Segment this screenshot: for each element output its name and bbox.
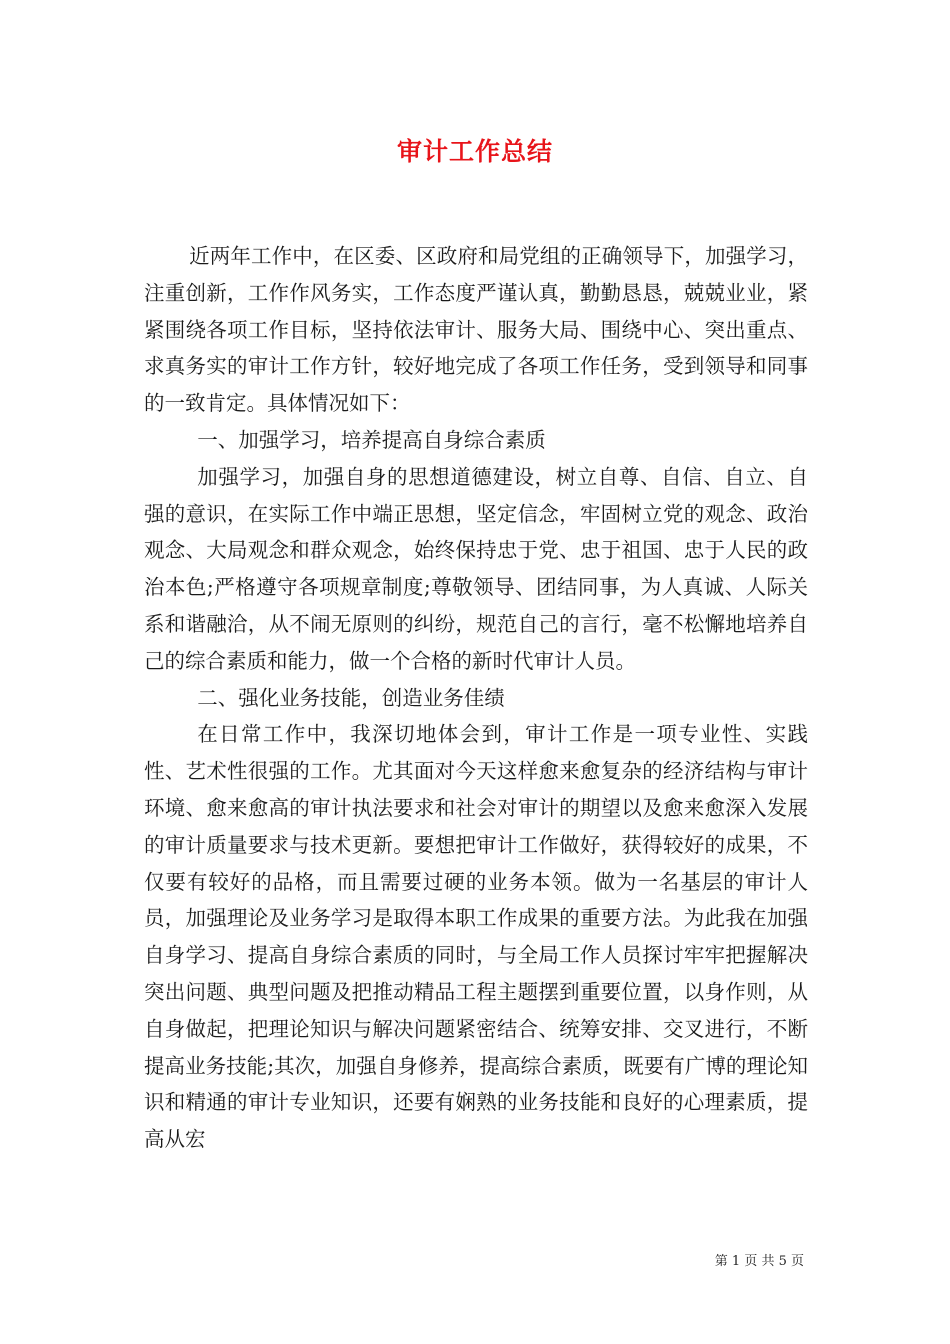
paragraph-intro: 近两年工作中，在区委、区政府和局党组的正确领导下，加强学习，注重创新，工作作风务实，工作态度严谨认真，勤勤恳恳，兢兢业业，紧紧围绕各项工作目标，坚持依法审计、服务大局、围绕中心、突出重点、求真务实的审计工作方针，较好地完成了各项工作任务，受到领导和同事的一致肯定。具体情况如下：	[144, 244, 808, 416]
paragraph-section-1: 加强学习，加强自身的思想道德建设，树立自尊、自信、自立、自强的意识，在实际工作中端正思想，坚定信念，牢固树立党的观念、政治观念、大局观念和群众观念，始终保持忠于党、忠于祖国、忠于人民的政治本色;严格遵守各项规章制度;尊敬领导、团结同事，为人真诚、人际关系和谐融洽，从不闹无原则的纠纷，规范自己的言行，毫不松懈地培养自己的综合素质和能力，做一个合格的新时代审计人员。	[144, 464, 808, 673]
page-footer: 第 1 页 共 5 页	[714, 1254, 804, 1269]
document-body	[144, 238, 808, 1158]
section-heading-1: 一、加强学习，培养提高自身综合素质	[197, 427, 546, 452]
paragraph-section-2: 在日常工作中，我深切地体会到，审计工作是一项专业性、实践性、艺术性很强的工作。尤其面对今天这样愈来愈复杂的经济结构与审计环境、愈来愈高的审计执法要求和社会对审计的期望以及愈来愈深入发展的审计质量要求与技术更新。要想把审计工作做好，获得较好的成果，不仅要有较好的品格，而且需要过硬的业务本领。做为一名基层的审计人员，加强理论及业务学习是取得本职工作成果的重要方法。为此我在加强自身学习、提高自身综合素质的同时，与全局工作人员探讨牢牢把握解决突出问题、典型问题及把推动精品工程主题摆到重要位置，以身作则，从自身做起，把理论知识与解决问题紧密结合、统筹安排、交叉进行，不断提高业务技能;其次，加强自身修养，提高综合素质，既要有广博的理论知识和精通的审计专业知识，还要有娴熟的业务技能和良好的心理素质，提高从宏	[144, 722, 808, 1152]
document-title: 审计工作总结	[396, 137, 553, 166]
section-heading-2: 二、强化业务技能，创造业务佳绩	[197, 685, 505, 710]
